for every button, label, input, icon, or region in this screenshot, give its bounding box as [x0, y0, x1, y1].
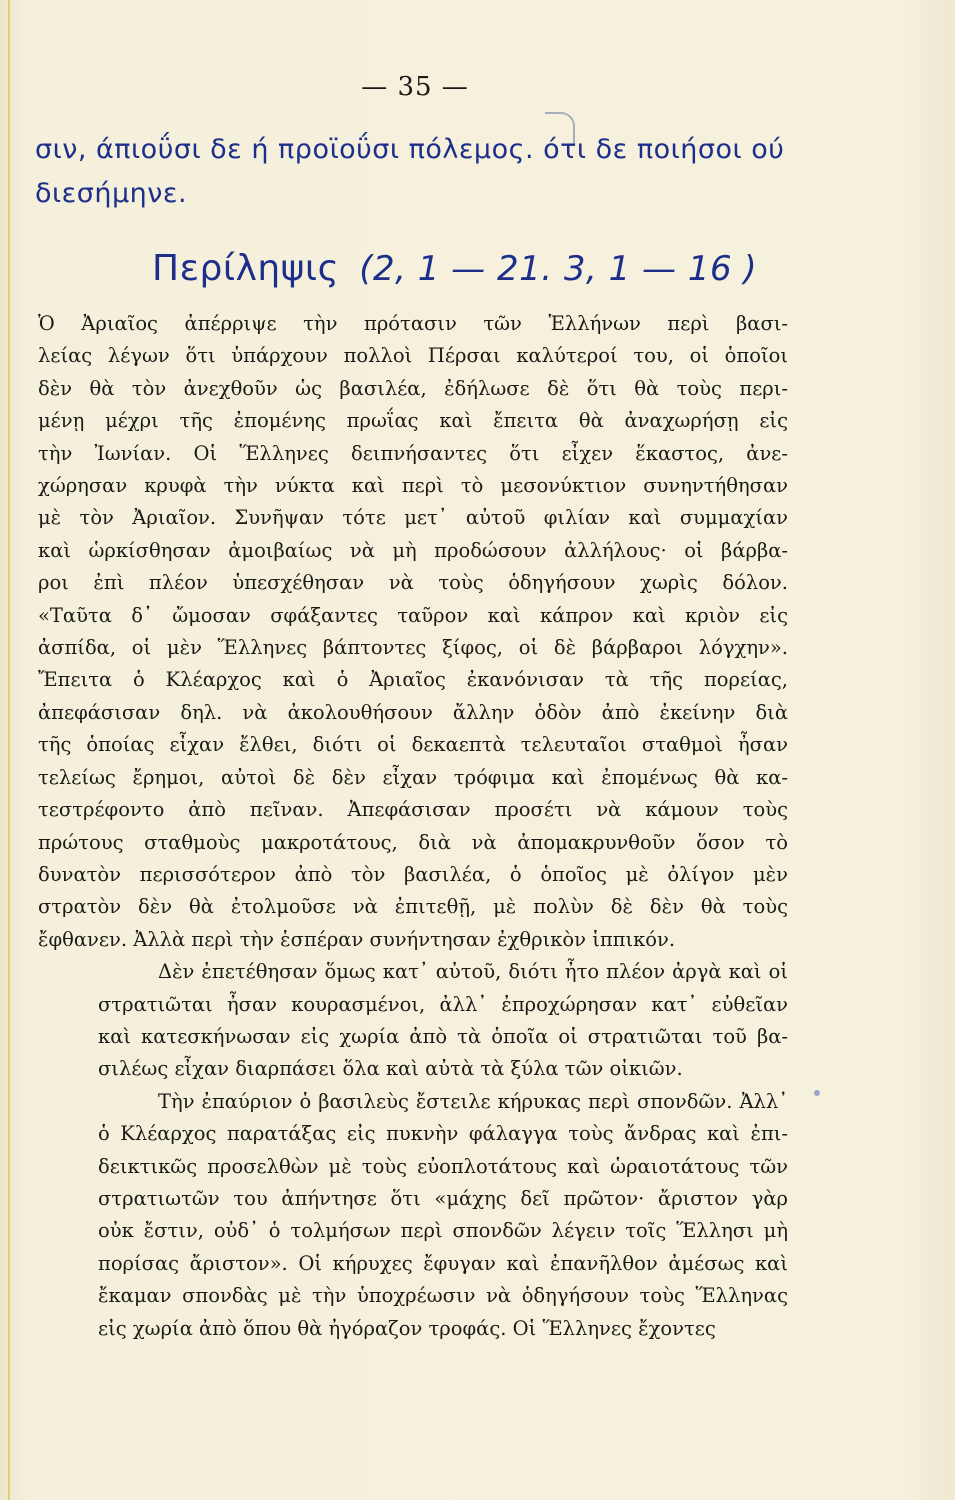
text-line: τελείως ἔρημοι, αὐτοὶ δὲ δὲν εἶχαν τρόφιμα καὶ ἐπομένως θὰ κα- [38, 765, 788, 789]
paragraph [38, 308, 788, 956]
text-line: πρώτους σταθμοὺς μακροτάτους, διὰ νὰ ἀπομακρυνθοῦν ὅσον τὸ [38, 830, 788, 854]
text-line: δεικτικῶς προσελθὼν μὲ τοὺς εὐοπλοτάτους καὶ ὡραιοτάτους τῶν [98, 1154, 788, 1178]
text-line: χώρησαν κρυφὰ τὴν νύκτα καὶ περὶ τὸ μεσονύκτιον συνηντήθησαν [38, 474, 788, 498]
text-line: στρατὸν δὲν θὰ ἐτολμοῦσε νὰ ἐπιτεθῇ, μὲ πολὺν δὲ δὲν θὰ τοὺς [38, 895, 788, 919]
text-line: «Ταῦτα δ᾽ ὤμοσαν σφάξαντες ταῦρον καὶ κάπρον καὶ κριὸν εἰς [38, 603, 788, 627]
text-line: ὁ Κλέαρχος παρατάξας εἰς πυκνὴν φάλαγγα τοὺς ἄνδρας καὶ ἐπι- [98, 1122, 788, 1146]
text-line: Δὲν ἐπετέθησαν ὅμως κατ᾽ αὐτοῦ, διότι ἦτο πλέον ἀργὰ καὶ οἱ [158, 960, 788, 984]
paragraph [38, 1086, 788, 1345]
summary-text [38, 308, 788, 1345]
text-line: λείας λέγων ὅτι ὑπάρχουν πολλοὶ Πέρσαι καλύτεροί του, οἱ ὁποῖοι [38, 344, 788, 368]
text-line: στρατιῶται ἦσαν κουρασμένοι, ἀλλ᾽ ἐπροχώρησαν κατ᾽ εὐθεῖαν [98, 992, 788, 1016]
margin-dot-icon [814, 1090, 820, 1096]
text-line: ροι ἐπὶ πλέον ὑπεσχέθησαν νὰ τοὺς ὁδηγήσουν χωρὶς δόλον. [38, 571, 788, 595]
text-line: δὲν θὰ τὸν ἀνεχθοῦν ὡς βασιλέα, ἐδήλωσε δὲ ὅτι θὰ τοὺς περι- [38, 376, 788, 400]
heading-reference: (2, 1 — 21. 3, 1 — 16 ) [359, 249, 758, 289]
text-line: ἀπεφάσισαν δηλ. νὰ ἀκολουθήσουν ἄλλην ὁδὸν ἀπὸ ἐκείνην διὰ [38, 700, 788, 724]
text-line: μὲ τὸν Ἀριαῖον. Συνῆψαν τότε μετ᾽ αὐτοῦ φιλίαν καὶ συμμαχίαν [38, 506, 788, 530]
text-line: στρατιωτῶν του ἀπήντησε ὅτι «μάχης δεῖ πρῶτον· ἄριστον γὰρ [98, 1186, 788, 1210]
text-line: Ὁ Ἀριαῖος ἀπέρριψε τὴν πρότασιν τῶν Ἑλλήνων περὶ βασι- [38, 312, 788, 335]
text-line: Ἔπειτα ὁ Κλέαρχος καὶ ὁ Ἀριαῖος ἐκανόνισαν τὰ τῆς πορείας, [38, 668, 788, 692]
text-line: τεστρέφοντο ἀπὸ πεῖναν. Ἀπεφάσισαν προσέτι νὰ κάμουν τοὺς [38, 798, 788, 822]
text-line: οὐκ ἔστιν, οὐδ᾽ ὁ τολμήσων περὶ σπονδῶν λέγειν τοῖς Ἕλλησι μὴ [98, 1219, 788, 1243]
text-line: καὶ ὡρκίσθησαν ἀμοιβαίως νὰ μὴ προδώσουν ἀλλήλους· οἱ βάρβα- [38, 538, 788, 562]
text-line: μένῃ μέχρι τῆς ἐπομένης πρωΐας καὶ ἔπειτα θὰ ἀναχωρήσῃ εἰς [38, 409, 788, 433]
binding-margin-line [8, 0, 10, 1500]
text-line: δυνατὸν περισσότερον ἀπὸ τὸν βασιλέα, ὁ ὁποῖος μὲ ὀλίγον μὲν [38, 862, 788, 886]
text-line: Τὴν ἐπαύριον ὁ βασιλεὺς ἔστειλε κήρυκας περὶ σπονδῶν. Ἀλλ᾽ [158, 1089, 788, 1113]
text-line: τὴν Ἰωνίαν. Οἱ Ἕλληνες δειπνήσαντες ὅτι εἶχεν ἕκαστος, ἀνε- [38, 441, 788, 465]
text-line: ἔκαμαν σπονδὰς μὲ τὴν ὑποχρέωσιν νὰ ὁδηγήσουν τοὺς Ἕλληνας [98, 1284, 788, 1308]
text-line: τῆς ὁποίας εἶχαν ἔλθει, διότι οἱ δεκαεπτὰ τελευταῖοι σταθμοὶ ἦσαν [38, 733, 788, 757]
text-line: ἔφθανεν. Ἀλλὰ περὶ τὴν ἑσπέραν συνήντησαν ἐχθρικὸν ἱππικόν. [38, 927, 676, 951]
handwritten-line-2: διεσήμηνε. [35, 178, 188, 209]
heading-title: Περίληψις [152, 248, 340, 289]
section-heading [152, 248, 757, 289]
text-line: σιλέως εἶχαν διαρπάσει ὅλα καὶ αὐτὰ τὰ ξύλα τῶν οἰκιῶν. [98, 1057, 683, 1081]
text-line: εἰς χωρία ἀπὸ ὅπου θὰ ἠγόραζον τροφάς. Οἱ Ἕλληνες ἔχοντες [98, 1316, 716, 1340]
page-number: — 35 — [361, 72, 469, 102]
text-line: καὶ κατεσκήνωσαν εἰς χωρία ἀπὸ τὰ ὁποῖα οἱ στρατιῶται τοῦ βα- [98, 1024, 788, 1048]
handwritten-line-1: σιν, άπιοΰσι δε ή προϊοΰσι πόλεμος. ότι δε ποιήσοι ού [35, 134, 785, 165]
text-line: πορίσας ἄριστον». Οἱ κήρυχες ἔφυγαν καὶ ἐπανῆλθον ἀμέσως καὶ [98, 1251, 788, 1275]
text-line: ἀσπίδα, οἱ μὲν Ἕλληνες βάπτοντες ξίφος, οἱ δὲ βάρβαροι λόγχην». [38, 636, 788, 660]
paragraph [38, 956, 788, 1086]
